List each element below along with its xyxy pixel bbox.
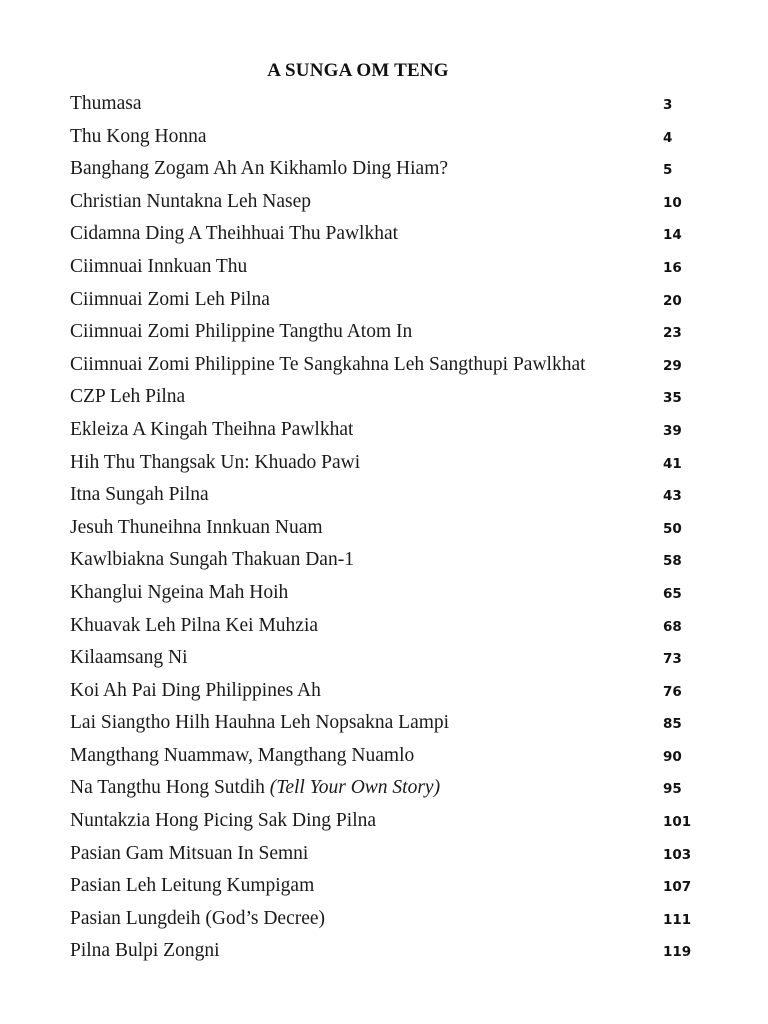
toc-entry-page-number: 3 xyxy=(663,97,673,113)
toc-entry-title xyxy=(70,381,185,414)
toc-entry-page-number: 68 xyxy=(663,618,682,635)
toc-entry-page-number: 73 xyxy=(663,651,682,668)
toc-entry-page-number: 90 xyxy=(663,748,682,765)
toc-entry-title-text: Kawlbiakna Sungah Thakuan Dan-1 xyxy=(70,549,354,571)
table-of-contents xyxy=(70,88,710,968)
toc-entry-title-text: Jesuh Thuneihna Innkuan Nuam xyxy=(70,516,323,538)
toc-entry xyxy=(70,772,710,805)
toc-entry-title xyxy=(70,316,412,349)
toc-entry-page-number: 65 xyxy=(663,585,682,602)
toc-entry xyxy=(70,805,710,838)
toc-entry-title-text: Ciimnuai Zomi Philippine Tangthu Atom In xyxy=(70,321,413,343)
toc-entry-title xyxy=(70,349,586,382)
toc-entry-page-number: 20 xyxy=(663,292,682,309)
toc-entry-title xyxy=(70,218,398,251)
toc-entry xyxy=(70,88,710,121)
toc-entry-page-number: 16 xyxy=(663,259,682,276)
toc-entry xyxy=(70,838,710,871)
toc-entry xyxy=(70,121,710,154)
toc-entry xyxy=(70,153,710,186)
toc-entry xyxy=(70,935,710,968)
toc-entry-title xyxy=(70,740,414,773)
toc-entry xyxy=(70,414,710,447)
toc-entry-page-number: 5 xyxy=(663,162,673,179)
toc-entry-page-number: 4 xyxy=(663,129,673,146)
toc-entry-page-number: 103 xyxy=(663,846,692,863)
toc-entry-title-text: Kilaamsang Ni xyxy=(70,647,188,669)
toc-entry-title-text: Khuavak Leh Pilna Kei Muhzia xyxy=(70,614,319,636)
toc-entry-page-number: 43 xyxy=(663,488,682,505)
toc-entry-title-text: Khanglui Ngeina Mah Hoih xyxy=(70,581,289,603)
toc-entry-title xyxy=(70,610,318,643)
toc-entry xyxy=(70,642,710,675)
toc-entry-page-number: 76 xyxy=(663,683,682,700)
toc-entry-title xyxy=(70,838,308,871)
toc-entry xyxy=(70,870,710,903)
toc-entry-title xyxy=(70,577,288,610)
toc-entry xyxy=(70,251,710,284)
toc-entry xyxy=(70,707,710,740)
toc-entry xyxy=(70,381,710,414)
toc-entry-title-text: Pasian Gam Mitsuan In Semni xyxy=(70,842,309,864)
toc-entry-title xyxy=(70,642,188,675)
toc-entry-title xyxy=(70,707,449,740)
toc-entry-title xyxy=(70,447,360,480)
toc-entry-page-number: 101 xyxy=(663,814,692,831)
toc-entry xyxy=(70,284,710,317)
toc-entry-title-text: Lai Siangtho Hilh Hauhna Leh Nopsakna Lampi xyxy=(70,712,450,734)
toc-entry-title xyxy=(70,805,376,838)
toc-entry-page-number: 39 xyxy=(663,422,682,439)
toc-entry-page-number: 14 xyxy=(663,227,682,244)
toc-entry-page-number: 50 xyxy=(663,520,682,537)
toc-entry-title-text: Pasian Lungdeih (God’s Decree) xyxy=(70,907,326,929)
toc-entry xyxy=(70,740,710,773)
toc-entry xyxy=(70,675,710,708)
toc-entry xyxy=(70,447,710,480)
toc-entry-title xyxy=(70,675,321,708)
toc-entry-page-number: 58 xyxy=(663,553,682,570)
toc-entry-title xyxy=(70,772,440,805)
toc-entry xyxy=(70,577,710,610)
toc-entry xyxy=(70,349,710,382)
toc-entry-title-text: Pilna Bulpi Zongni xyxy=(70,940,220,962)
toc-entry-title-text: CZP Leh Pilna xyxy=(70,386,186,408)
toc-entry-title-text: Thumasa xyxy=(70,93,142,114)
toc-entry-title xyxy=(70,414,353,447)
toc-entry-title-text: Ciimnuai Zomi Philippine Te Sangkahna Leh Sangthupi Pawlkhat xyxy=(70,353,586,375)
toc-entry-title xyxy=(70,903,325,936)
toc-entry-title-text: Ciimnuai Zomi Leh Pilna xyxy=(70,288,270,310)
toc-entry-page-number: 41 xyxy=(663,455,682,472)
toc-entry xyxy=(70,479,710,512)
toc-entry-page-number: 111 xyxy=(663,911,692,928)
toc-entry-title xyxy=(70,870,314,903)
toc-entry-title-text: Cidamna Ding A Theihhuai Thu Pawlkhat xyxy=(70,223,399,245)
toc-entry-title xyxy=(70,512,323,545)
toc-entry-title xyxy=(70,88,141,121)
toc-entry-note: (Tell Your Own Story) xyxy=(269,777,441,799)
toc-entry-page-number: 35 xyxy=(663,390,682,407)
toc-entry xyxy=(70,316,710,349)
toc-entry-title-text: Pasian Leh Leitung Kumpigam xyxy=(70,875,315,897)
toc-entry-title-text: Na Tangthu Hong Sutdih xyxy=(70,777,270,799)
toc-entry-title-text: Hih Thu Thangsak Un: Khuado Pawi xyxy=(70,451,361,473)
toc-entry-title xyxy=(70,121,206,154)
toc-entry xyxy=(70,544,710,577)
toc-entry-title-text: Itna Sungah Pilna xyxy=(70,484,209,506)
toc-entry-page-number: 10 xyxy=(663,194,682,211)
toc-entry-title xyxy=(70,544,354,577)
toc-entry xyxy=(70,610,710,643)
toc-entry-title xyxy=(70,935,220,968)
toc-entry-page-number: 95 xyxy=(663,781,682,798)
toc-entry-title xyxy=(70,153,448,186)
toc-entry-page-number: 23 xyxy=(663,325,682,342)
toc-entry-page-number: 29 xyxy=(663,357,682,374)
toc-entry-page-number: 85 xyxy=(663,716,682,733)
toc-entry-title-text: Ekleiza A Kingah Theihna Pawlkhat xyxy=(70,418,354,440)
toc-entry-title-text: Koi Ah Pai Ding Philippines Ah xyxy=(70,679,321,701)
toc-entry xyxy=(70,218,710,251)
toc-entry-title-text: Banghang Zogam Ah An Kikhamlo Ding Hiam? xyxy=(70,158,449,180)
toc-entry-title xyxy=(70,479,209,512)
page-title: A SUNGA OM TENG xyxy=(267,60,449,81)
toc-entry-title-text: Nuntakzia Hong Picing Sak Ding Pilna xyxy=(70,810,377,832)
toc-entry-title-text: Thu Kong Honna xyxy=(70,125,207,147)
toc-entry-title xyxy=(70,186,311,219)
toc-entry xyxy=(70,512,710,545)
toc-entry-title-text: Christian Nuntakna Leh Nasep xyxy=(70,190,311,212)
toc-entry-title-text: Mangthang Nuammaw, Mangthang Nuamlo xyxy=(70,744,415,766)
toc-entry-title-text: Ciimnuai Innkuan Thu xyxy=(70,255,248,277)
toc-entry-page-number: 107 xyxy=(663,879,692,896)
toc-entry xyxy=(70,903,710,936)
toc-entry-title xyxy=(70,251,247,284)
toc-entry-title xyxy=(70,284,270,317)
toc-entry-page-number: 119 xyxy=(663,944,692,961)
toc-entry xyxy=(70,186,710,219)
